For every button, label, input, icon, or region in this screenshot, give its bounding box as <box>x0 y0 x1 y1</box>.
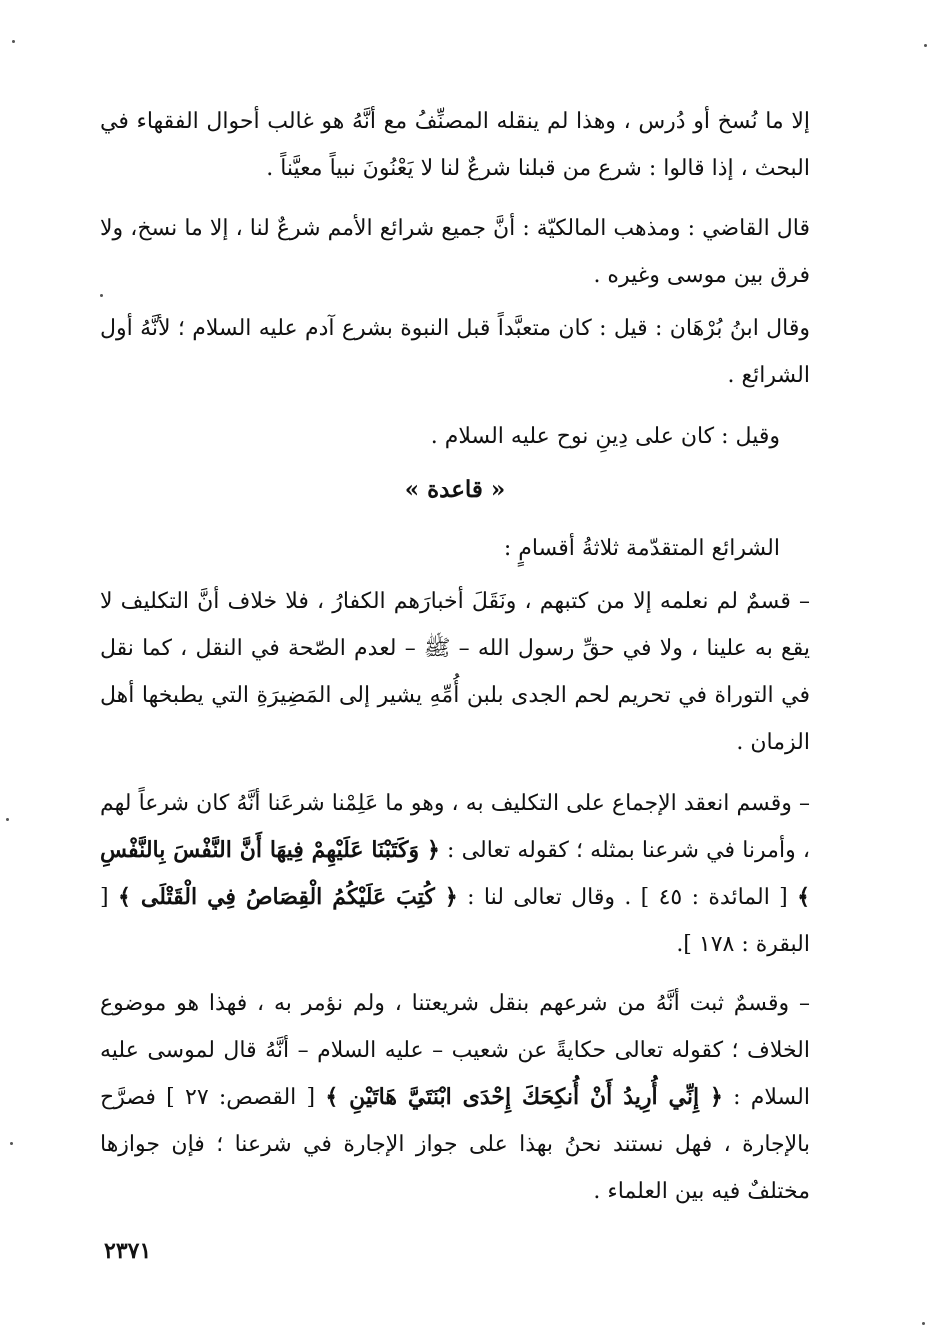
paragraph-abrogation: إلا ما نُسخ أو دُرس ، وهذا لم ينقله المصنِّفُ مع أنَّهُ هو غالب أحوال الفقهاء في البحث ، إذا قالوا : شرع من قبلنا شرعٌ لنا لا يَعْنُونَ نبياً معيَّناً . <box>100 109 810 181</box>
scan-speck <box>10 1142 13 1145</box>
paragraph-category-three <box>100 980 810 1215</box>
category-two-text-3: [ البقرة : ١٧٨ ]. <box>100 885 810 957</box>
paragraph-nuh: وقيل : كان على دِينِ نوح عليه السلام . <box>430 424 780 449</box>
category-two-text-2: [ المائدة : ٤٥ ] . وقال تعالى لنا : <box>467 885 788 910</box>
section-heading: « قاعدة » <box>404 476 506 503</box>
scan-speck <box>12 40 15 43</box>
category-two-text-1: – وقسم انعقد الإجماع على التكليف به ، وهو ما عَلِمْنا شرعَنا أنَّهُ كان شرعاً لهم ، وأمرنا في شرعنا بمثله ؛ كقوله تعالى : <box>100 791 810 863</box>
paragraph-ibn-burhan: وقال ابنُ بُرْهَان : قيل : كان متعبَّداً قبل النبوة بشرع آدم عليه السلام ؛ لأنَّهُ أول الشرائع . <box>100 316 810 388</box>
paragraph-maliki-view: قال القاضي : ومذهب المالكيّة : أنَّ جميع شرائع الأمم شرعٌ لنا ، إلا ما نسخ، ولا فرق بين موسى وغيره . <box>100 216 810 288</box>
scan-speck <box>922 1322 925 1325</box>
quran-verse-baqarah: ﴿ كُتِبَ عَلَيْكُمُ الْقِصَاصُ فِي الْقَتْلَى ﴾ <box>117 884 458 910</box>
paragraph-category-one: – قسمٌ لم نعلمه إلا من كتبهم ، ونَقَلَ أخبارَهم الكفارُ ، فلا خلاف أنَّ التكليف لا يقع به علينا ، ولا في حقِّ رسول الله – ﷺ – لعدم الصّحة في النقل ، كما نقل في التوراة في تحريم لحم الجدى بلبن أُمِّهِ يشير إلى المَضِيرَةِ التي يطبخها أهل الزمان . <box>100 589 810 755</box>
page-number: ٢٣٧١ <box>104 1238 152 1264</box>
quran-verse-maidah: ﴿ وَكَتَبْنَا عَلَيْهِمْ فِيهَا أَنَّ النَّفْسَ بِالنَّفْسِ ﴾ <box>100 837 810 910</box>
scan-speck <box>924 44 927 47</box>
category-three-text-2: [ القصص: ٢٧ ] فصرَّح بالإجارة ، فهل نستند نحنُ بهذا على جواز الإجارة في شرعنا ؛ فإن جوازها مختلفٌ فيه بين العلماء . <box>100 1085 810 1204</box>
scan-speck <box>6 818 9 821</box>
category-three-text-1: – وقسمٌ ثبت أنَّهُ من شرعهم بنقل شريعتنا ، ولم نؤمر به ، فهذا هو موضوع الخلاف ؛ كقوله تعالى حكايةً عن شعيب – عليه السلام – أنَّهُ قال لموسى عليه السلام : <box>100 991 810 1110</box>
quran-verse-qasas: ﴿ إِنِّي أُرِيدُ أَنْ أُنكِحَكَ إِحْدَى ابْنَتَيَّ هَاتَيْنِ ﴾ <box>325 1084 723 1110</box>
paragraph-category-two <box>100 780 810 968</box>
paragraph-three-categories: الشرائع المتقدّمة ثلاثةُ أقسامٍ : <box>503 536 780 561</box>
